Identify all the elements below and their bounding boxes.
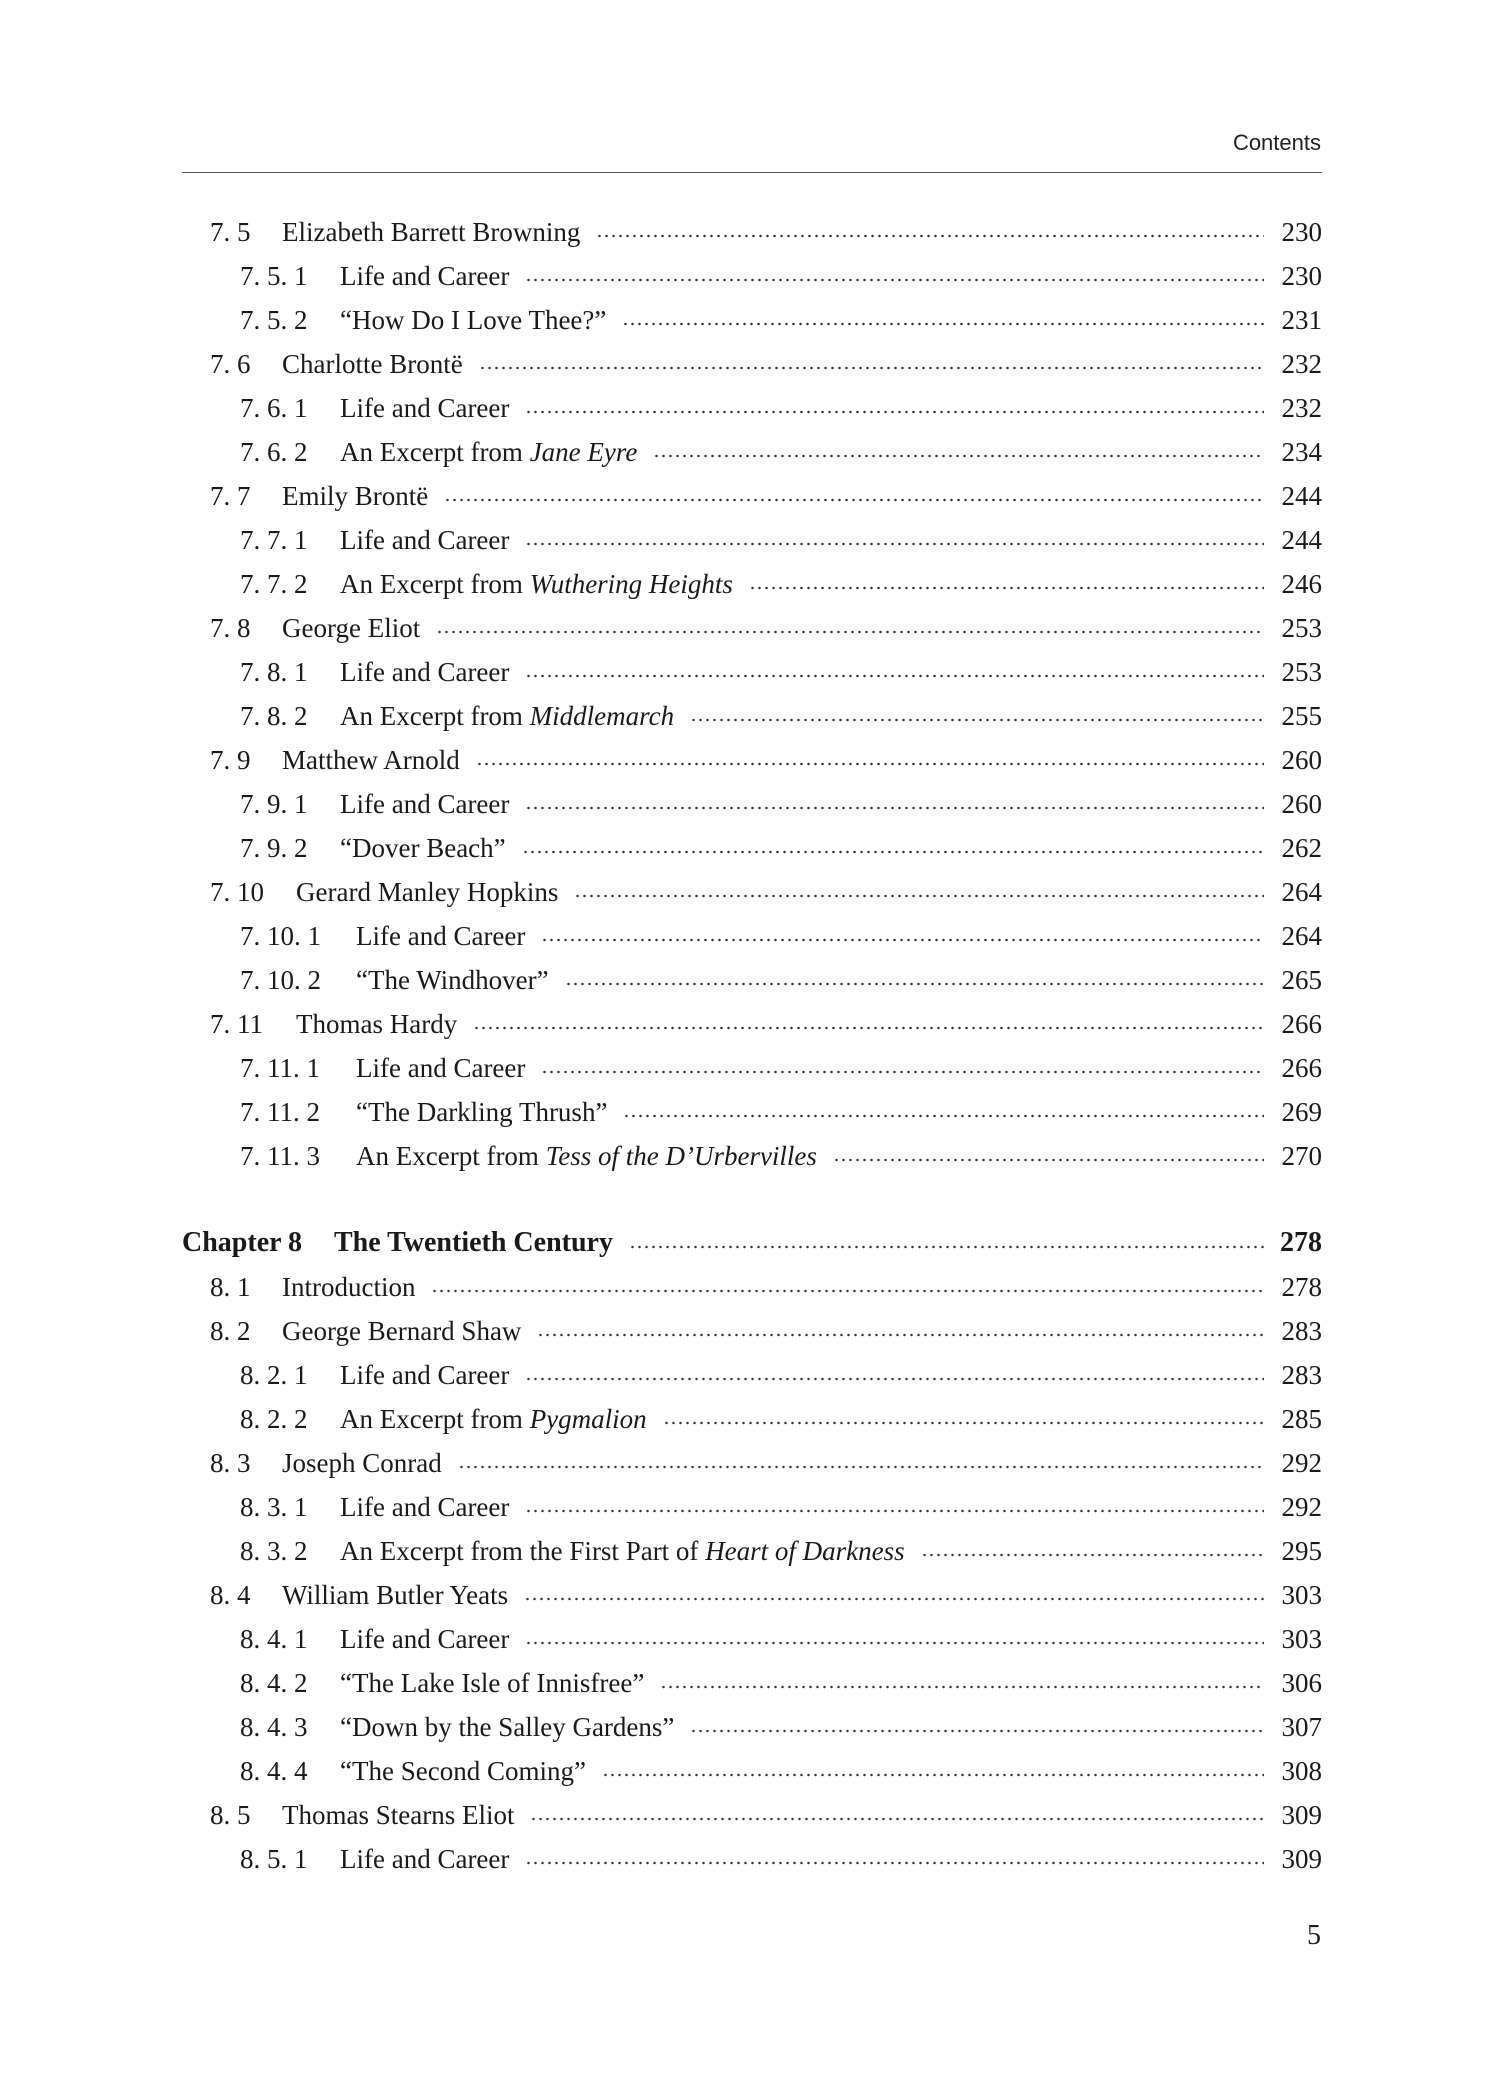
toc-entry-title-text: An Excerpt from [340,1403,530,1434]
toc-entry-title [340,789,509,820]
toc-entry-title [296,877,558,908]
dot-leader [629,1245,1264,1249]
toc-entry-page: 262 [1281,832,1322,863]
toc-entry-page: 230 [1281,260,1322,291]
toc-entry-number: 8. 4. 2 [240,1667,308,1698]
dot-leader [663,1421,1264,1425]
toc-entry[interactable] [182,342,1322,386]
toc-entry[interactable] [182,958,1322,1002]
toc-entry-page: 264 [1281,920,1322,951]
toc-entry[interactable] [182,298,1322,342]
toc-entry-page: 260 [1281,788,1322,819]
dot-leader [479,366,1264,370]
toc-entry[interactable] [182,606,1322,650]
toc-entry[interactable] [182,1090,1322,1134]
toc-entry[interactable] [182,1441,1322,1485]
toc-entry-number: 8. 4 [210,1579,251,1610]
toc-entry-page: 292 [1281,1491,1322,1522]
toc-entry-title [340,1624,509,1655]
toc-entry-page: 266 [1281,1052,1322,1083]
toc-entry-title [282,481,428,512]
toc-entry-number: 7. 8. 2 [240,700,308,731]
toc-entry[interactable] [182,870,1322,914]
toc-entry-number: Chapter 8 [182,1227,303,1258]
toc-entry-title [340,701,674,732]
toc-entry-page: 285 [1281,1403,1322,1434]
toc-entry-title-text: An Excerpt from [340,568,530,599]
toc-entry-number: 8. 4. 3 [240,1711,308,1742]
toc-entry-page: 253 [1281,656,1322,687]
toc-entry-number: 7. 10. 1 [240,920,321,951]
toc-entry-number: 7. 11 [210,1008,263,1039]
toc-entry[interactable] [182,1397,1322,1441]
toc-entry-title [340,393,509,424]
toc-entry-number: 8. 3. 1 [240,1491,308,1522]
toc-entry[interactable] [182,826,1322,870]
toc-entry-title-text: Matthew Arnold [282,744,460,775]
toc-entry[interactable] [182,210,1322,254]
toc-entry[interactable] [182,1749,1322,1793]
toc-entry-work-title: Tess of the D’Urbervilles [545,1140,817,1171]
toc-entry-page: 292 [1281,1447,1322,1478]
toc-entry[interactable] [182,738,1322,782]
toc-entry-title [340,1844,509,1875]
toc-entry-title-text: The Twentieth Century [334,1227,613,1258]
toc-entry[interactable] [182,1265,1322,1309]
toc-entry-title [356,1141,817,1172]
toc-entry-page: 266 [1281,1008,1322,1039]
toc-entry-work-title: Middlemarch [529,700,675,731]
toc-entry-number: 7. 6 [210,348,251,379]
toc-entry[interactable] [182,254,1322,298]
dot-leader [473,1026,1264,1030]
page-number: 5 [1307,1920,1321,1951]
dot-leader [690,718,1264,722]
toc-entry-page: 244 [1281,480,1322,511]
toc-entry[interactable] [182,1793,1322,1837]
toc-entry[interactable] [182,1046,1322,1090]
toc-entry[interactable] [182,694,1322,738]
toc-entry-title [282,745,460,776]
dot-leader [476,762,1264,766]
toc-entry-number: 8. 5 [210,1799,251,1830]
toc-entry-title-text: An Excerpt from [340,436,530,467]
toc-entry-title-text: “Down by the Salley Gardens” [340,1711,675,1742]
table-of-contents [182,210,1322,1881]
dot-leader [525,674,1264,678]
dot-leader [525,1509,1264,1513]
toc-entry-page: 244 [1281,524,1322,555]
toc-entry-page: 269 [1281,1096,1322,1127]
toc-entry-work-title: Pygmalion [529,1403,647,1434]
toc-entry-title [282,613,420,644]
toc-entry-number: 8. 5. 1 [240,1843,308,1874]
toc-entry-title-text: Gerard Manley Hopkins [296,876,559,907]
toc-entry-title [340,1492,509,1523]
dot-leader [458,1465,1264,1469]
toc-entry-page: 270 [1281,1140,1322,1171]
running-header-title: Contents [1232,130,1321,155]
toc-entry[interactable] [182,1002,1322,1046]
toc-entry-title [334,1227,613,1259]
toc-entry-page: 253 [1281,612,1322,643]
toc-entry-page: 309 [1281,1799,1322,1830]
toc-entry[interactable] [182,1353,1322,1397]
toc-entry-title-text: George Eliot [282,612,421,643]
toc-chapter-entry[interactable] [182,1221,1322,1265]
toc-entry-page: 283 [1281,1315,1322,1346]
toc-entry-title-text: William Butler Yeats [282,1579,509,1610]
dot-leader [622,322,1264,326]
toc-entry-number: 8. 4. 1 [240,1623,308,1654]
dot-leader [525,1641,1264,1645]
toc-entry-page: 307 [1281,1711,1322,1742]
toc-entry-title-text: “How Do I Love Thee?” [340,304,607,335]
dot-leader [574,894,1264,898]
toc-entry-title-text: Life and Career [340,1359,510,1390]
toc-entry-number: 7. 5. 2 [240,304,308,335]
toc-entry-title [340,1404,647,1435]
toc-entry-work-title: Heart of Darkness [705,1535,905,1566]
toc-entry-number: 7. 7. 1 [240,524,308,555]
toc-entry-number: 8. 3 [210,1447,251,1478]
toc-entry-title-text: Introduction [282,1271,416,1302]
dot-leader [541,938,1264,942]
toc-entry-title-text: Thomas Stearns Eliot [282,1799,515,1830]
toc-entry-title-text: “The Darkling Thrush” [356,1096,608,1127]
toc-entry-number: 7. 5. 1 [240,260,308,291]
toc-entry-page: 278 [1280,1227,1322,1258]
toc-entry-title-text: “Dover Beach” [340,832,506,863]
toc-entry[interactable] [182,518,1322,562]
toc-entry-page: 306 [1281,1667,1322,1698]
toc-entry-work-title: Wuthering Heights [529,568,733,599]
toc-entry-title [340,1712,674,1743]
toc-entry[interactable] [182,562,1322,606]
dot-leader [525,1861,1264,1865]
dot-leader [524,1597,1264,1601]
toc-entry[interactable] [182,1134,1322,1178]
toc-entry-page: 232 [1281,392,1322,423]
toc-entry-page: 283 [1281,1359,1322,1390]
dot-leader [602,1773,1264,1777]
toc-entry-work-title: Jane Eyre [529,436,638,467]
toc-entry-page: 303 [1281,1623,1322,1654]
toc-entry-title [340,657,509,688]
toc-entry[interactable] [182,1309,1322,1353]
dot-leader [541,1070,1264,1074]
toc-entry-number: 7. 6. 1 [240,392,308,423]
toc-entry-title-text: “The Second Coming” [340,1755,586,1786]
dot-leader [749,586,1264,590]
toc-entry-number: 8. 2 [210,1315,251,1346]
dot-leader [444,498,1264,502]
toc-entry-page: 303 [1281,1579,1322,1610]
toc-entry-title-text: Life and Career [340,1623,510,1654]
toc-entry-page: 230 [1281,216,1322,247]
toc-entry-page: 246 [1281,568,1322,599]
toc-entry[interactable] [182,474,1322,518]
toc-entry-title-text: Life and Career [340,524,510,555]
toc-entry-number: 7. 9. 1 [240,788,308,819]
toc-entry-title [356,965,549,996]
toc-entry-page: 264 [1281,876,1322,907]
toc-entry-title [356,1097,607,1128]
toc-entry-title [282,349,463,380]
dot-leader [833,1158,1264,1162]
toc-entry-number: 7. 11. 1 [240,1052,320,1083]
toc-entry[interactable] [182,1485,1322,1529]
dot-leader [525,410,1264,414]
header-rule [182,172,1322,173]
toc-entry-number: 7. 9. 2 [240,832,308,863]
toc-entry-number: 7. 8. 1 [240,656,308,687]
toc-entry-title [282,217,580,248]
toc-entry-title-text: An Excerpt from [340,700,530,731]
toc-entry-title-text: Life and Career [340,1491,510,1522]
toc-entry-title [340,1360,509,1391]
toc-entry-title-text: An Excerpt from [356,1140,546,1171]
toc-entry-page: 308 [1281,1755,1322,1786]
toc-entry-number: 7. 11. 2 [240,1096,320,1127]
toc-entry-page: 278 [1281,1271,1322,1302]
dot-leader [525,542,1264,546]
dot-leader [436,630,1264,634]
toc-entry-number: 7. 8 [210,612,251,643]
toc-entry-title [282,1272,415,1303]
toc-entry-title-text: George Bernard Shaw [282,1315,522,1346]
toc-entry-page: 255 [1281,700,1322,731]
toc-entry-number: 7. 10 [210,876,264,907]
toc-entry-title [340,525,509,556]
toc-entry-title [282,1800,514,1831]
dot-leader [596,234,1264,238]
toc-entry-title [340,1668,644,1699]
toc-entry-title-text: Elizabeth Barrett Browning [282,216,581,247]
toc-entry[interactable] [182,430,1322,474]
toc-entry-number: 8. 2. 2 [240,1403,308,1434]
toc-entry-title-text: Joseph Conrad [282,1447,442,1478]
toc-entry-title [356,921,525,952]
toc-entry[interactable] [182,1705,1322,1749]
toc-entry[interactable] [182,1529,1322,1573]
toc-entry-title [340,569,733,600]
dot-leader [921,1553,1264,1557]
toc-entry-title [340,261,509,292]
toc-entry-title [340,437,637,468]
dot-leader [565,982,1264,986]
toc-entry-number: 8. 2. 1 [240,1359,308,1390]
dot-leader [525,806,1264,810]
dot-leader [522,850,1264,854]
toc-entry[interactable] [182,1661,1322,1705]
toc-entry-page: 232 [1281,348,1322,379]
toc-entry[interactable] [182,1837,1322,1881]
toc-entry-title-text: Life and Career [340,260,510,291]
toc-entry-title-text: Life and Career [340,656,510,687]
dot-leader [690,1729,1264,1733]
toc-entry-title [282,1448,442,1479]
toc-entry-title [340,1536,905,1567]
toc-entry[interactable] [182,1573,1322,1617]
toc-entry-title-text: Life and Career [356,920,526,951]
toc-entry-title [340,833,506,864]
toc-entry-title [282,1316,521,1347]
dot-leader [525,278,1264,282]
toc-entry-page: 265 [1281,964,1322,995]
dot-leader [525,1377,1264,1381]
toc-entry[interactable] [182,386,1322,430]
toc-entry-number: 7. 9 [210,744,251,775]
toc-entry-title-text: Life and Career [356,1052,526,1083]
toc-entry-title-text: An Excerpt from the First Part of [340,1535,706,1566]
toc-entry-title [296,1009,457,1040]
toc-entry-title [340,1756,586,1787]
toc-entry-title-text: Life and Career [340,392,510,423]
toc-entry-number: 7. 10. 2 [240,964,321,995]
toc-entry-page: 295 [1281,1535,1322,1566]
toc-entry-number: 7. 6. 2 [240,436,308,467]
toc-entry-title-text: Emily Brontë [282,480,429,511]
toc-entry-number: 7. 11. 3 [240,1140,320,1171]
toc-entry-number: 8. 4. 4 [240,1755,308,1786]
toc-entry-page: 309 [1281,1843,1322,1874]
toc-entry-title-text: Life and Career [340,788,510,819]
toc-entry[interactable] [182,650,1322,694]
toc-entry-number: 7. 5 [210,216,251,247]
toc-entry-title-text: Life and Career [340,1843,510,1874]
toc-entry[interactable] [182,1617,1322,1661]
dot-leader [623,1114,1264,1118]
toc-entry-page: 260 [1281,744,1322,775]
toc-entry-number: 7. 7 [210,480,251,511]
toc-entry-title-text: “The Windhover” [356,964,549,995]
toc-entry-number: 8. 1 [210,1271,251,1302]
toc-entry-page: 231 [1281,304,1322,335]
toc-entry-page: 234 [1281,436,1322,467]
dot-leader [530,1817,1264,1821]
toc-entry-title-text: Thomas Hardy [296,1008,458,1039]
dot-leader [537,1333,1264,1337]
toc-entry-title [340,305,606,336]
dot-leader [653,454,1264,458]
dot-leader [431,1289,1264,1293]
toc-entry-title [356,1053,525,1084]
toc-entry[interactable] [182,782,1322,826]
toc-entry-title-text: Charlotte Brontë [282,348,463,379]
toc-entry-number: 7. 7. 2 [240,568,308,599]
dot-leader [660,1685,1264,1689]
toc-entry-number: 8. 3. 2 [240,1535,308,1566]
toc-entry-title [282,1580,508,1611]
toc-entry-title-text: “The Lake Isle of Innisfree” [340,1667,645,1698]
toc-entry[interactable] [182,914,1322,958]
